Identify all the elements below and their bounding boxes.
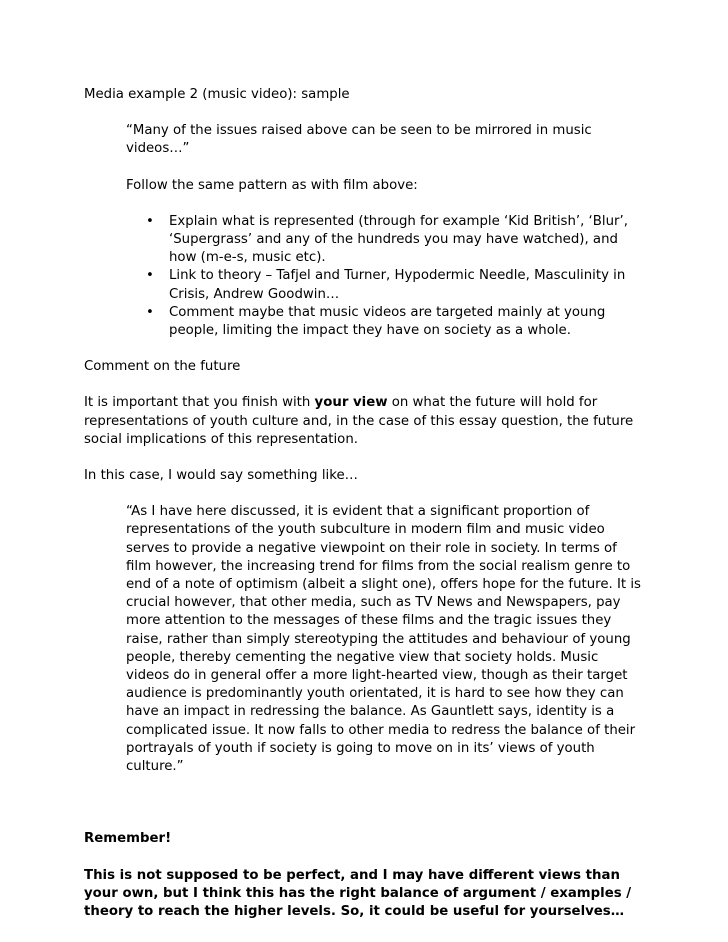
- spacer: [84, 485, 728, 503]
- your-view-emphasis: your view: [314, 395, 388, 411]
- bullet-item: • Link to theory – Tafjel and Turner, Hypodermic Needle, Masculinity in Crisis, Andrew Goodwin…: [146, 267, 644, 303]
- spacer: [84, 104, 728, 122]
- spacer: [84, 340, 728, 358]
- future-text-before: It is important that you finish with: [84, 395, 315, 411]
- future-paragraph: [84, 394, 644, 449]
- conclusion-quote: “As I have here discussed, it is evident that a significant proportion of representations of the youth subculture in modern film and music video serves to provide a negative viewpoint on their role in society. In terms of film however, the increasing trend for films from the social realism genre to end of a note of optimism (albeit a slight one), offers hope for the future. It is crucial however, that other media, such as TV News and Newspapers, pay more attention to the messages of these films and the tragic issues they raise, rather than simply stereotyping the attitudes and behaviour of young people, thereby cementing the negative view that society holds. Music videos do in general offer a more light-hearted view, though as their target audience is predominantly youth orientated, it is hard to see how they can have an impact in redressing the balance. As Gauntlett says, identity is a complicated issue. It now falls to other media to redress the balance of their portrayals of youth if society is going to move on in its’ views of youth culture.”: [126, 504, 641, 775]
- spacer: [84, 776, 728, 794]
- bullet-list: [146, 213, 644, 340]
- remember-heading: Remember!: [84, 831, 172, 847]
- spacer: [84, 812, 728, 830]
- bullet-item: • Explain what is represented (through for example ‘Kid British’, ‘Blur’, ‘Supergrass’ and any of the hundreds you may have watched), and how (m-e-s, music etc).: [146, 213, 644, 268]
- follow-instruction: Follow the same pattern as with film above:: [126, 177, 418, 193]
- spacer: [84, 794, 728, 812]
- bullet-item: • Comment maybe that music videos are targeted mainly at young people, limiting the impact they have on society as a whole.: [146, 304, 644, 340]
- case-line: In this case, I would say something like…: [84, 468, 358, 484]
- example-heading: Media example 2 (music video): sample: [84, 87, 350, 102]
- remember-paragraph: This is not supposed to be perfect, and I may have different views than your own, but I think this has the right balance of argument / examples / theory to reach the higher levels. So, it could be useful for yourselves…: [84, 867, 632, 919]
- spacer: [84, 159, 728, 177]
- future-heading: Comment on the future: [84, 359, 241, 375]
- intro-quote: “Many of the issues raised above can be seen to be mirrored in music videos…”: [126, 123, 592, 157]
- spacer: [84, 849, 728, 867]
- spacer: [84, 195, 728, 213]
- spacer: [84, 376, 728, 394]
- future-text-after: on what the future will hold for representations of youth culture and, in the case of this essay question, the future social implications of this representation.: [84, 395, 634, 447]
- spacer: [84, 449, 728, 467]
